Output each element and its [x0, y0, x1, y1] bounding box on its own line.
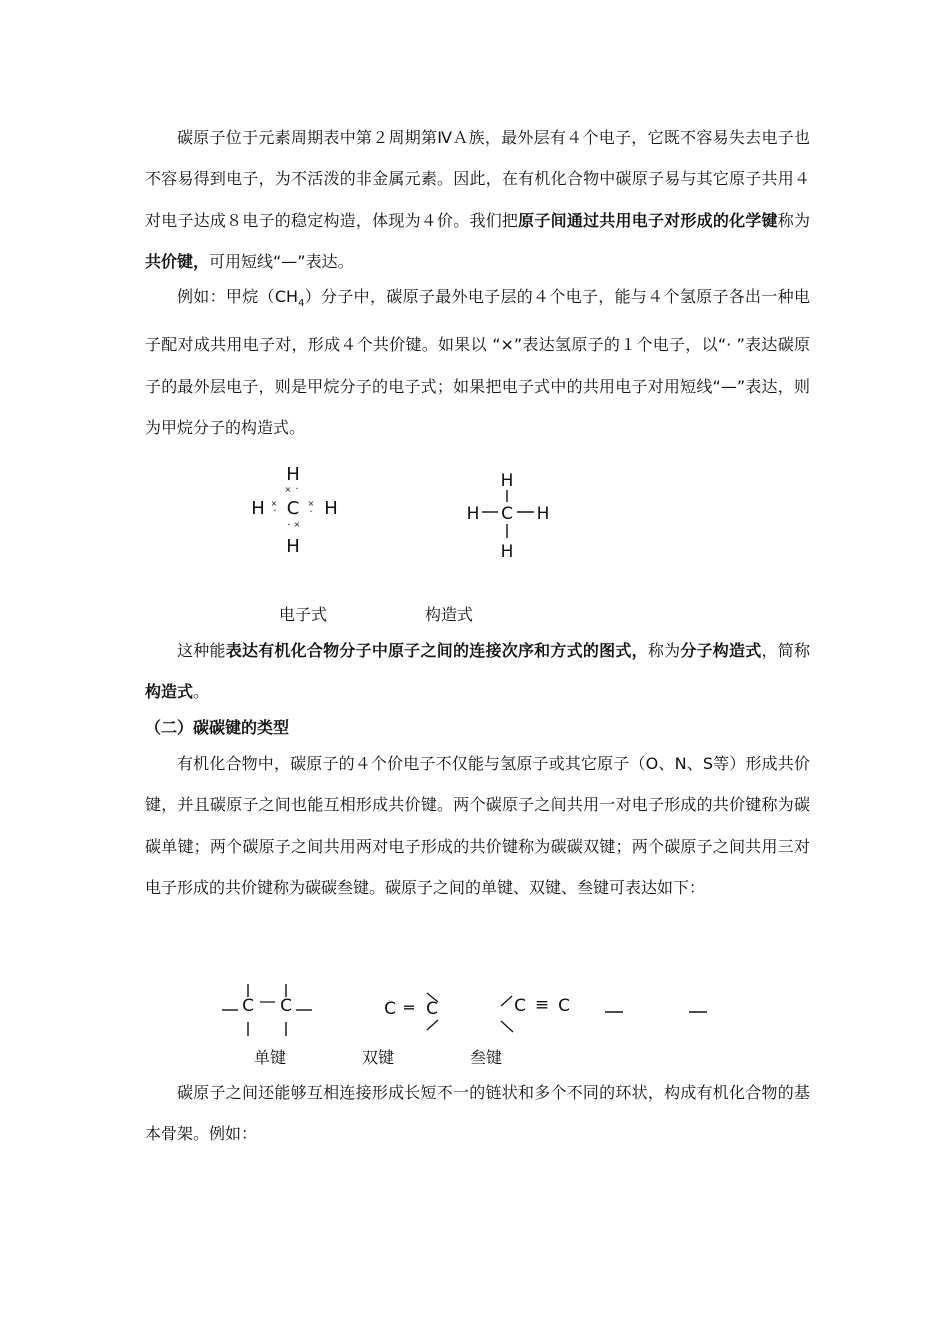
- electron-cross: ×: [270, 499, 278, 508]
- caption-single-bond: 单键: [254, 1048, 287, 1067]
- struct-c: C: [501, 504, 513, 524]
- double-c-left: C: [384, 999, 396, 1019]
- term-molecular-structure: 分子构造式: [680, 641, 762, 660]
- struct-h-right: H: [536, 504, 550, 524]
- single-c-left: C: [242, 996, 254, 1016]
- electron-formula: [251, 464, 338, 557]
- electron-h-bottom: H: [286, 536, 300, 557]
- electron-dot: ·: [309, 507, 313, 518]
- electron-c: C: [286, 498, 300, 519]
- term-covalent-bond: 共价键，: [145, 251, 210, 271]
- electron-cross: ×: [293, 520, 301, 529]
- double-c-right: C: [426, 999, 438, 1019]
- paragraph-methane-example: 例如：甲烷$(CH_4)$分子中，碳原子最外电子层的４个电子，能与４个氢原子各出一种电子配对成共用电子对，形成４个共价键。如果以 “×”表达氢原子的１个电子，以“· ”表达碳原子的最外层电子，则是甲烷分子的电子式；如果把电子式中的共用电子对用短线“—”表达，则为甲烷分子的构造式。: [145, 287, 810, 438]
- bond-line: [427, 1020, 438, 1030]
- struct-h-top: H: [500, 471, 514, 491]
- electron-dot: ·: [287, 520, 291, 531]
- electron-cross: ×: [307, 499, 315, 508]
- section-heading: （二）碳碳键的类型: [145, 718, 290, 737]
- caption-structural-formula: 构造式: [425, 605, 474, 624]
- caption-triple-bond: 叁键: [470, 1048, 503, 1067]
- paragraph-bond-types: 有机化合物中，碳原子的４个价电子不仅能与氢原子或其它原子（O、N、S等）形成共价键，并且碳原子之间也能互相形成共价键。两个碳原子之间共用一对电子形成的共价键称为碳碳单键；两个碳原子之间共用两对电子形成的共价键称为碳碳双键；两个碳原子之间共用三对电子形成的共价键称为碳碳叁键。碳原子之间的单键、双键、叁键可表达如下：: [145, 754, 810, 897]
- definition-bold: 原子间通过共用电子对形成的化学键: [518, 210, 778, 230]
- caption-electron-formula: 电子式: [279, 605, 328, 624]
- electron-cross: ×: [284, 485, 292, 494]
- triple-bond-symbol: ≡: [534, 995, 550, 1015]
- electron-h-right: H: [324, 498, 338, 519]
- bond-line: [501, 1021, 513, 1032]
- paragraph-carbon-skeleton: 碳原子之间还能够互相连接形成长短不一的链状和多个不同的环状，构成有机化合物的基本骨架。例如：: [145, 1083, 810, 1144]
- single-c-right: C: [280, 996, 292, 1016]
- structural-formula: [467, 471, 550, 562]
- paragraph-carbon-atom: 碳原子位于元素周期表中第２周期第ⅣＡ族，最外层有４个电子，它既不容易失去电子也不容易得到电子，为不活泼的非金属元素。因此，在有机化合物中碳原子易与其它原子共用４对电子达成８电子的稳定构造，体现为４价。我们把原子间通过共用电子对形成的化学键称为共价键，可用短线“—”表达。: [145, 128, 810, 271]
- electron-h-top: H: [286, 464, 300, 485]
- triple-bond-figure: [501, 995, 707, 1032]
- double-bond-symbol: ═: [404, 998, 414, 1017]
- struct-h-bottom: H: [500, 542, 514, 562]
- bond-line: [501, 996, 512, 1006]
- triple-c-left: C: [514, 996, 526, 1016]
- term-structure: 构造式: [145, 682, 194, 702]
- electron-dot: ·: [295, 484, 299, 495]
- single-bond-figure: [222, 984, 312, 1036]
- double-bond-figure: [384, 993, 438, 1030]
- triple-c-right: C: [558, 996, 570, 1016]
- caption-double-bond: 双键: [362, 1048, 395, 1067]
- struct-h-left: H: [466, 504, 480, 524]
- electron-dot: ·: [273, 506, 277, 517]
- electron-h-left: H: [251, 498, 265, 519]
- paragraph-structural-definition: 这种能表达有机化合物分子中原子之间的连接次序和方式的图式，称为分子构造式，简称构造式。: [145, 641, 810, 702]
